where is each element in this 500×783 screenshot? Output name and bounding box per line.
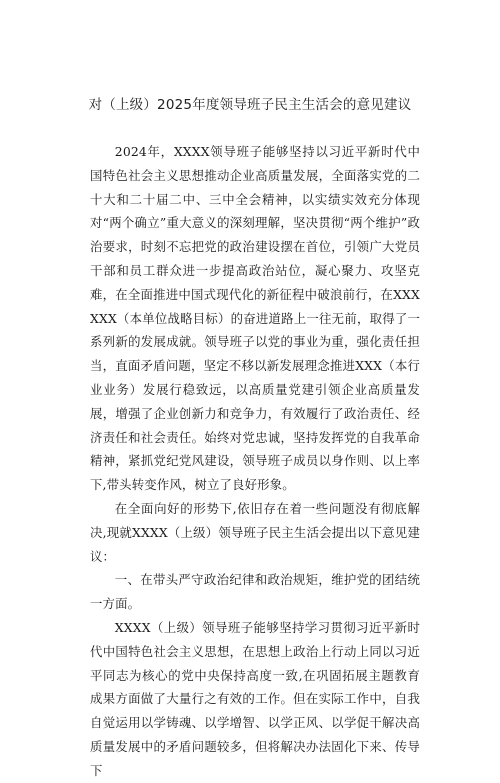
document-body: [90, 140, 420, 783]
paragraph-summary: 2024年，XXXX领导班子能够坚持以习近平新时代中国特色社会主义思想推动企业高质量发展，全面落实党的二十大和二十届二中、三中全会精神，以实绩实效充分体现对“两个确立”重大意义的深刻理解，坚决贯彻“两个维护”政治要求，时刻不忘把党的政治建设摆在首位，引领广大党员干部和员工群众进一步提高政治站位，凝心聚力、攻坚克难，在全面推进中国式现代化的新征程中破浪前行，在XXXXXX（本单位战略目标）的奋进道路上一往无前，取得了一系列新的发展成就。领导班子以党的事业为重，强化责任担当，直面矛盾问题，坚定不移以新发展理念推进XXX（本行业业务）发展行稳致远，以高质量党建引领企业高质量发展，增强了企业创新力和竞争力，有效履行了政治责任、经济责任和社会责任。始终对党忠诚，坚持发挥党的自我革命精神，紧抓党纪党风建设，领导班子成员以身作则、以上率下,带头转变作风，树立了良好形象。: [90, 144, 420, 493]
document-title: 对（上级）2025年度领导班子民主生活会的意见建议: [88, 97, 412, 113]
paragraph-intro: 在全面向好的形势下,依旧存在着一些问题没有彻底解决,现就XXXX（上级）领导班子民主生活会提出以下意见建议：: [90, 500, 420, 564]
paragraph-section-1: XXXX（上级）领导班子能够坚持学习贯彻习近平新时代中国特色社会主义思想，在思想上政治上行动上同以习近平同志为核心的党中央保持高度一致,在巩固拓展主题教育成果方面做了大量行之有效的工作。但在实际工作中，自我自觉运用以学铸魂、以学增智、以学正风、以学促干解决高质量发展中的矛盾问题较多，但将解决办法固化下来、传导下: [90, 619, 420, 778]
section-heading-1: 一、在带头严守政治纪律和政治规矩，维护党的团结统一方面。: [90, 572, 420, 612]
